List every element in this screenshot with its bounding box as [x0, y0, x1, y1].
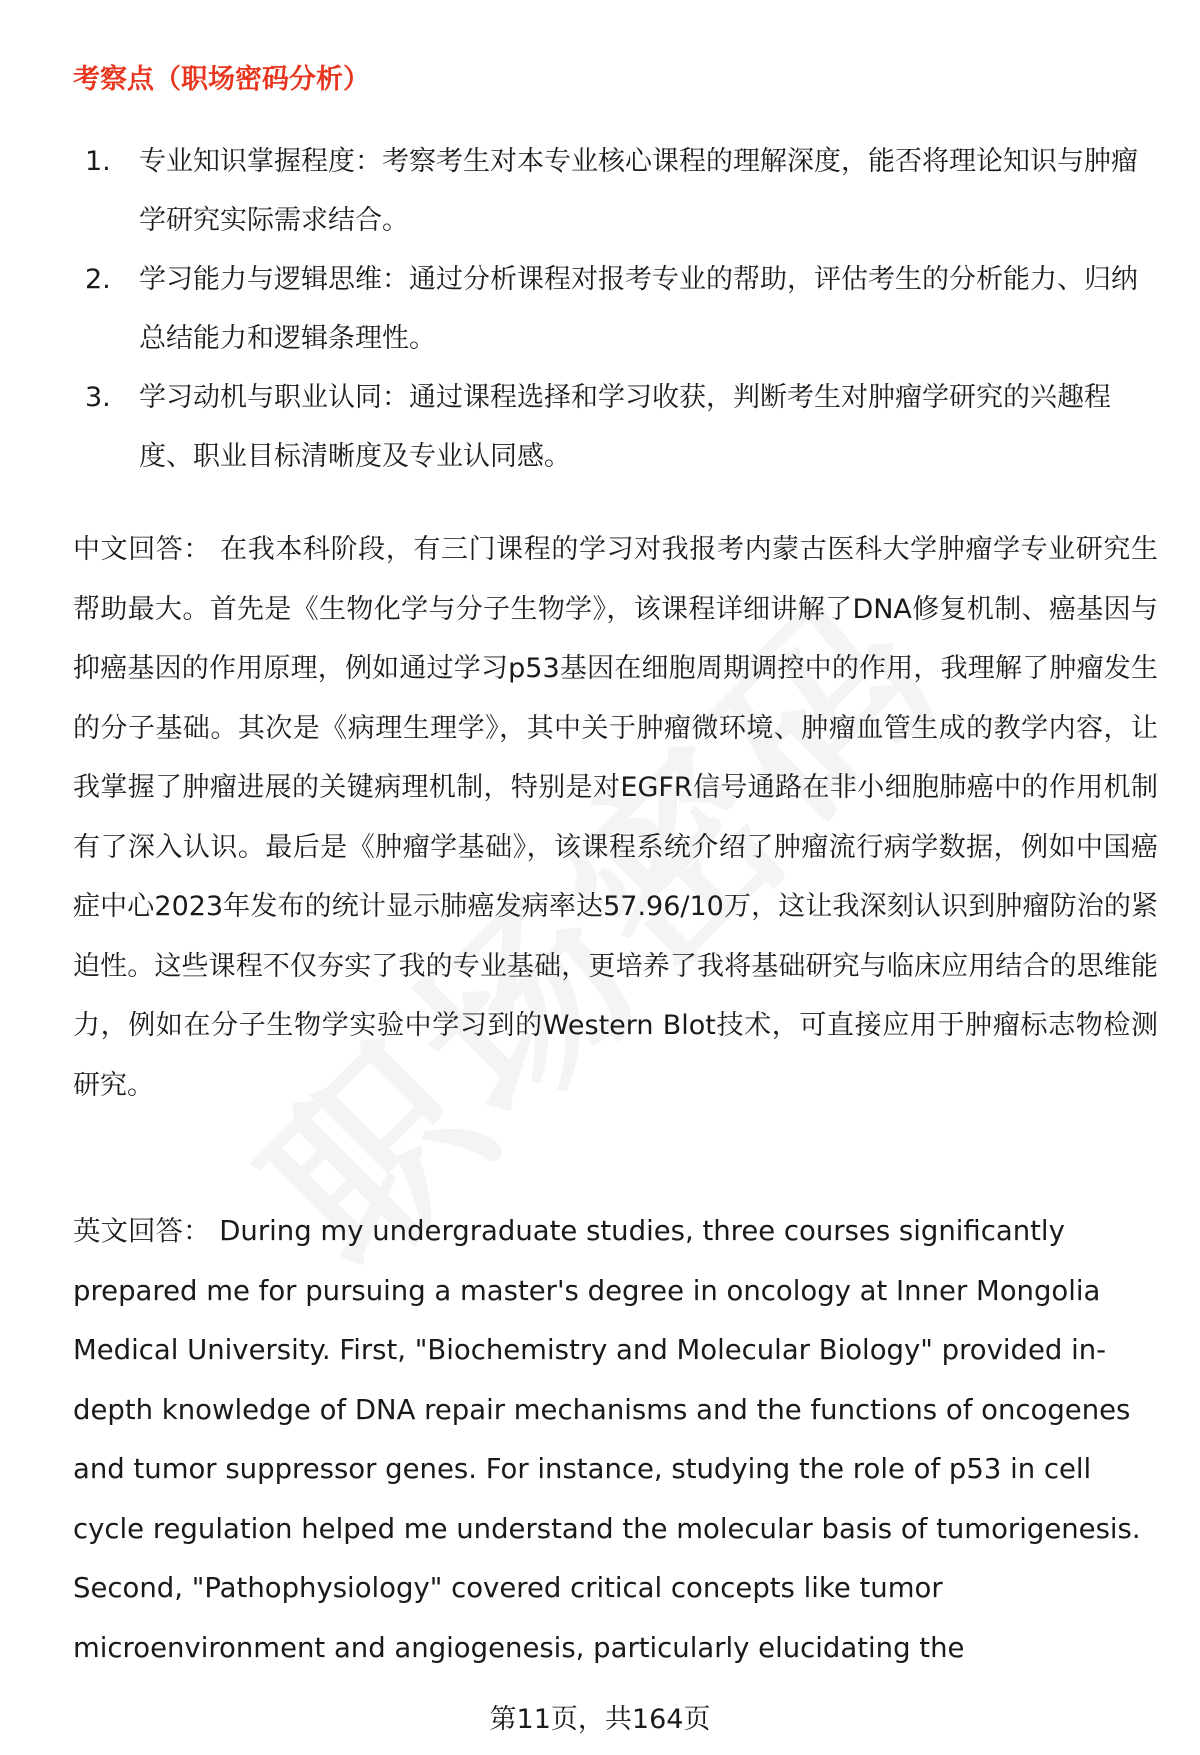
english-answer-paragraph: 英文回答： During my undergraduate studies, three courses significantly prepared me for pursuing a master's degree in oncology at Inner Mongolia Medical University. First, "Biochemistry and Molecular Biology" provided in-depth knowledge of DNA repair mechanisms and the functions of oncogenes and tumor suppressor genes. For instance, studying the role of p53 in cell cycle regulation helped me understand the molecular basis of tumorigenesis. Second, "Pathophysiology" covered critical concepts like tumor microenvironment and angiogenesis, particularly elucidating the: [73, 1215, 1141, 1664]
assessment-points-list: [73, 132, 1153, 486]
list-item-text: 专业知识掌握程度：考察考生对本专业核心课程的理解深度，能否将理论知识与肿瘤学研究实际需求结合。: [139, 146, 1138, 236]
list-item-number: 2.: [85, 264, 111, 295]
section-title: 考察点（职场密码分析）: [73, 64, 370, 95]
list-item: [73, 132, 1153, 250]
page-number-footer: 第11页，共164页: [489, 1704, 711, 1735]
list-item: [73, 368, 1153, 486]
list-item-text: 学习动机与职业认同：通过课程选择和学习收获，判断考生对肿瘤学研究的兴趣程度、职业目标清晰度及专业认同感。: [139, 382, 1111, 472]
chinese-answer-paragraph: 中文回答： 在我本科阶段，有三门课程的学习对我报考内蒙古医科大学肿瘤学专业研究生帮助最大。首先是《生物化学与分子生物学》，该课程详细讲解了DNA修复机制、癌基因与抑癌基因的作用原理，例如通过学习p53基因在细胞周期调控中的作用，我理解了肿瘤发生的分子基础。其次是《病理生理学》，其中关于肿瘤微环境、肿瘤血管生成的教学内容，让我掌握了肿瘤进展的关键病理机制，特别是对EGFR信号通路在非小细胞肺癌中的作用机制有了深入认识。最后是《肿瘤学基础》，该课程系统介绍了肿瘤流行病学数据，例如中国癌症中心2023年发布的统计显示肺癌发病率达57.96/10万，这让我深刻认识到肿瘤防治的紧迫性。这些课程不仅夯实了我的专业基础，更培养了我将基础研究与临床应用结合的思维能力，例如在分子生物学实验中学习到的Western Blot技术，可直接应用于肿瘤标志物检测研究。: [73, 534, 1158, 1101]
list-item: [73, 250, 1153, 368]
list-item-text: 学习能力与逻辑思维：通过分析课程对报考专业的帮助，评估考生的分析能力、归纳总结能力和逻辑条理性。: [139, 264, 1138, 354]
list-item-number: 3.: [85, 382, 111, 413]
list-item-number: 1.: [85, 146, 111, 177]
